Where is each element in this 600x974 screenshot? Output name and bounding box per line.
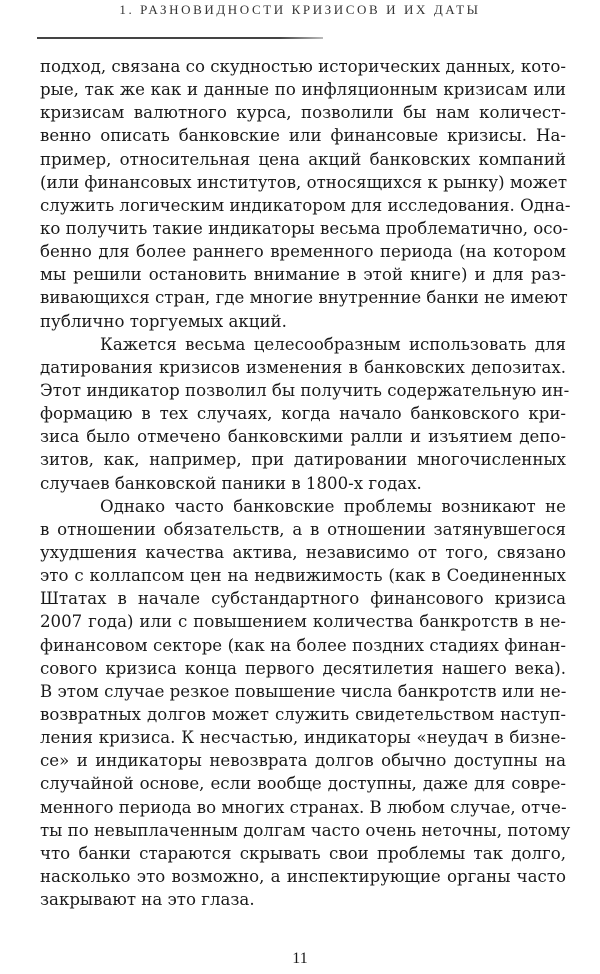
- text-line: в отношении обязательств, а в отношении затянувшегося: [40, 519, 566, 539]
- text-line: се» и индикаторы невозврата долгов обычно доступны на: [40, 751, 566, 771]
- text-line: ления кризиса. К несчастью, индикаторы «неудач в бизне-: [40, 728, 566, 748]
- text-line: Штатах в начале субстандартного финансового кризиса: [40, 589, 566, 609]
- text-line: ко получить такие индикаторы весьма проблематично, осо-: [40, 218, 569, 238]
- text-line: возвратных долгов может служить свидетельством наступ-: [40, 704, 566, 724]
- text-line: подход, связана со скудностью исторических данных, кото-: [40, 57, 566, 76]
- text-line: публично торгуемых акций.: [40, 311, 287, 331]
- text-line: рые, так же как и данные по инфляционным кризисам или: [40, 80, 566, 100]
- text-line: зиса было отмечено банковскими ралли и изъятием депо-: [40, 427, 566, 447]
- paragraph: [40, 55, 571, 333]
- text-line: насколько это возможно, а инспектирующие органы часто: [40, 866, 566, 886]
- paragraph: [40, 333, 570, 495]
- text-line: датирования кризисов изменения в банковских депозитах.: [40, 357, 566, 377]
- text-line: пример, относительная цена акций банковских компаний: [40, 149, 566, 169]
- text-line: Этот индикатор позволил бы получить содержательную ин-: [40, 380, 570, 400]
- text-line: вивающихся стран, где многие внутренние банки не имеют: [40, 288, 568, 308]
- text-line: финансовом секторе (как на более поздних стадиях финан-: [40, 635, 566, 655]
- text-line: кризисам валютного курса, позволили бы нам количест-: [40, 103, 566, 123]
- text-line: (или финансовых институтов, относящихся к рынку) может: [40, 172, 568, 192]
- text-line: сового кризиса конца первого десятилетия нашего века).: [40, 658, 566, 678]
- text-line: случаев банковской паники в 1800-х годах.: [40, 473, 422, 493]
- page-number: 11: [292, 950, 308, 967]
- text-line: закрывают на это глаза.: [40, 890, 255, 910]
- text-line: зитов, как, например, при датировании многочисленных: [40, 450, 566, 470]
- text-line: мы решили остановить внимание в этой книге) и для раз-: [40, 265, 566, 285]
- text-line: 2007 года) или с повышением количества банкротств в не-: [40, 612, 566, 632]
- header-rule: [37, 37, 323, 39]
- text-line: венно описать банковские или финансовые кризисы. На-: [40, 126, 566, 146]
- text-line: менного периода во многих странах. В любом случае, отче-: [40, 797, 567, 817]
- text-line: служить логическим индикатором для исследования. Одна-: [40, 195, 571, 215]
- running-header: 1. РАЗНОВИДНОСТИ КРИЗИСОВ И ИХ ДАТЫ: [119, 2, 481, 17]
- text-line: ухудшения качества актива, независимо от того, связано: [40, 542, 566, 562]
- text-line: это с коллапсом цен на недвижимость (как в Соединенных: [40, 566, 566, 586]
- text-line: Однако часто банковские проблемы возникают не: [100, 496, 566, 516]
- text-line: ты по невыплаченным долгам часто очень неточны, потому: [40, 820, 571, 840]
- text-line: случайной основе, если вообще доступны, даже для совре-: [40, 774, 566, 794]
- text-line: формацию в тех случаях, когда начало банковского кри-: [40, 404, 566, 424]
- text-line: бенно для более раннего временного периода (на котором: [40, 242, 566, 262]
- text-line: Кажется весьма целесообразным использовать для: [100, 334, 566, 354]
- body-text: [40, 55, 571, 911]
- text-line: что банки стараются скрывать свои проблемы так долго,: [40, 843, 566, 863]
- paragraph: [40, 495, 571, 912]
- text-line: В этом случае резкое повышение числа банкротств или не-: [40, 681, 567, 701]
